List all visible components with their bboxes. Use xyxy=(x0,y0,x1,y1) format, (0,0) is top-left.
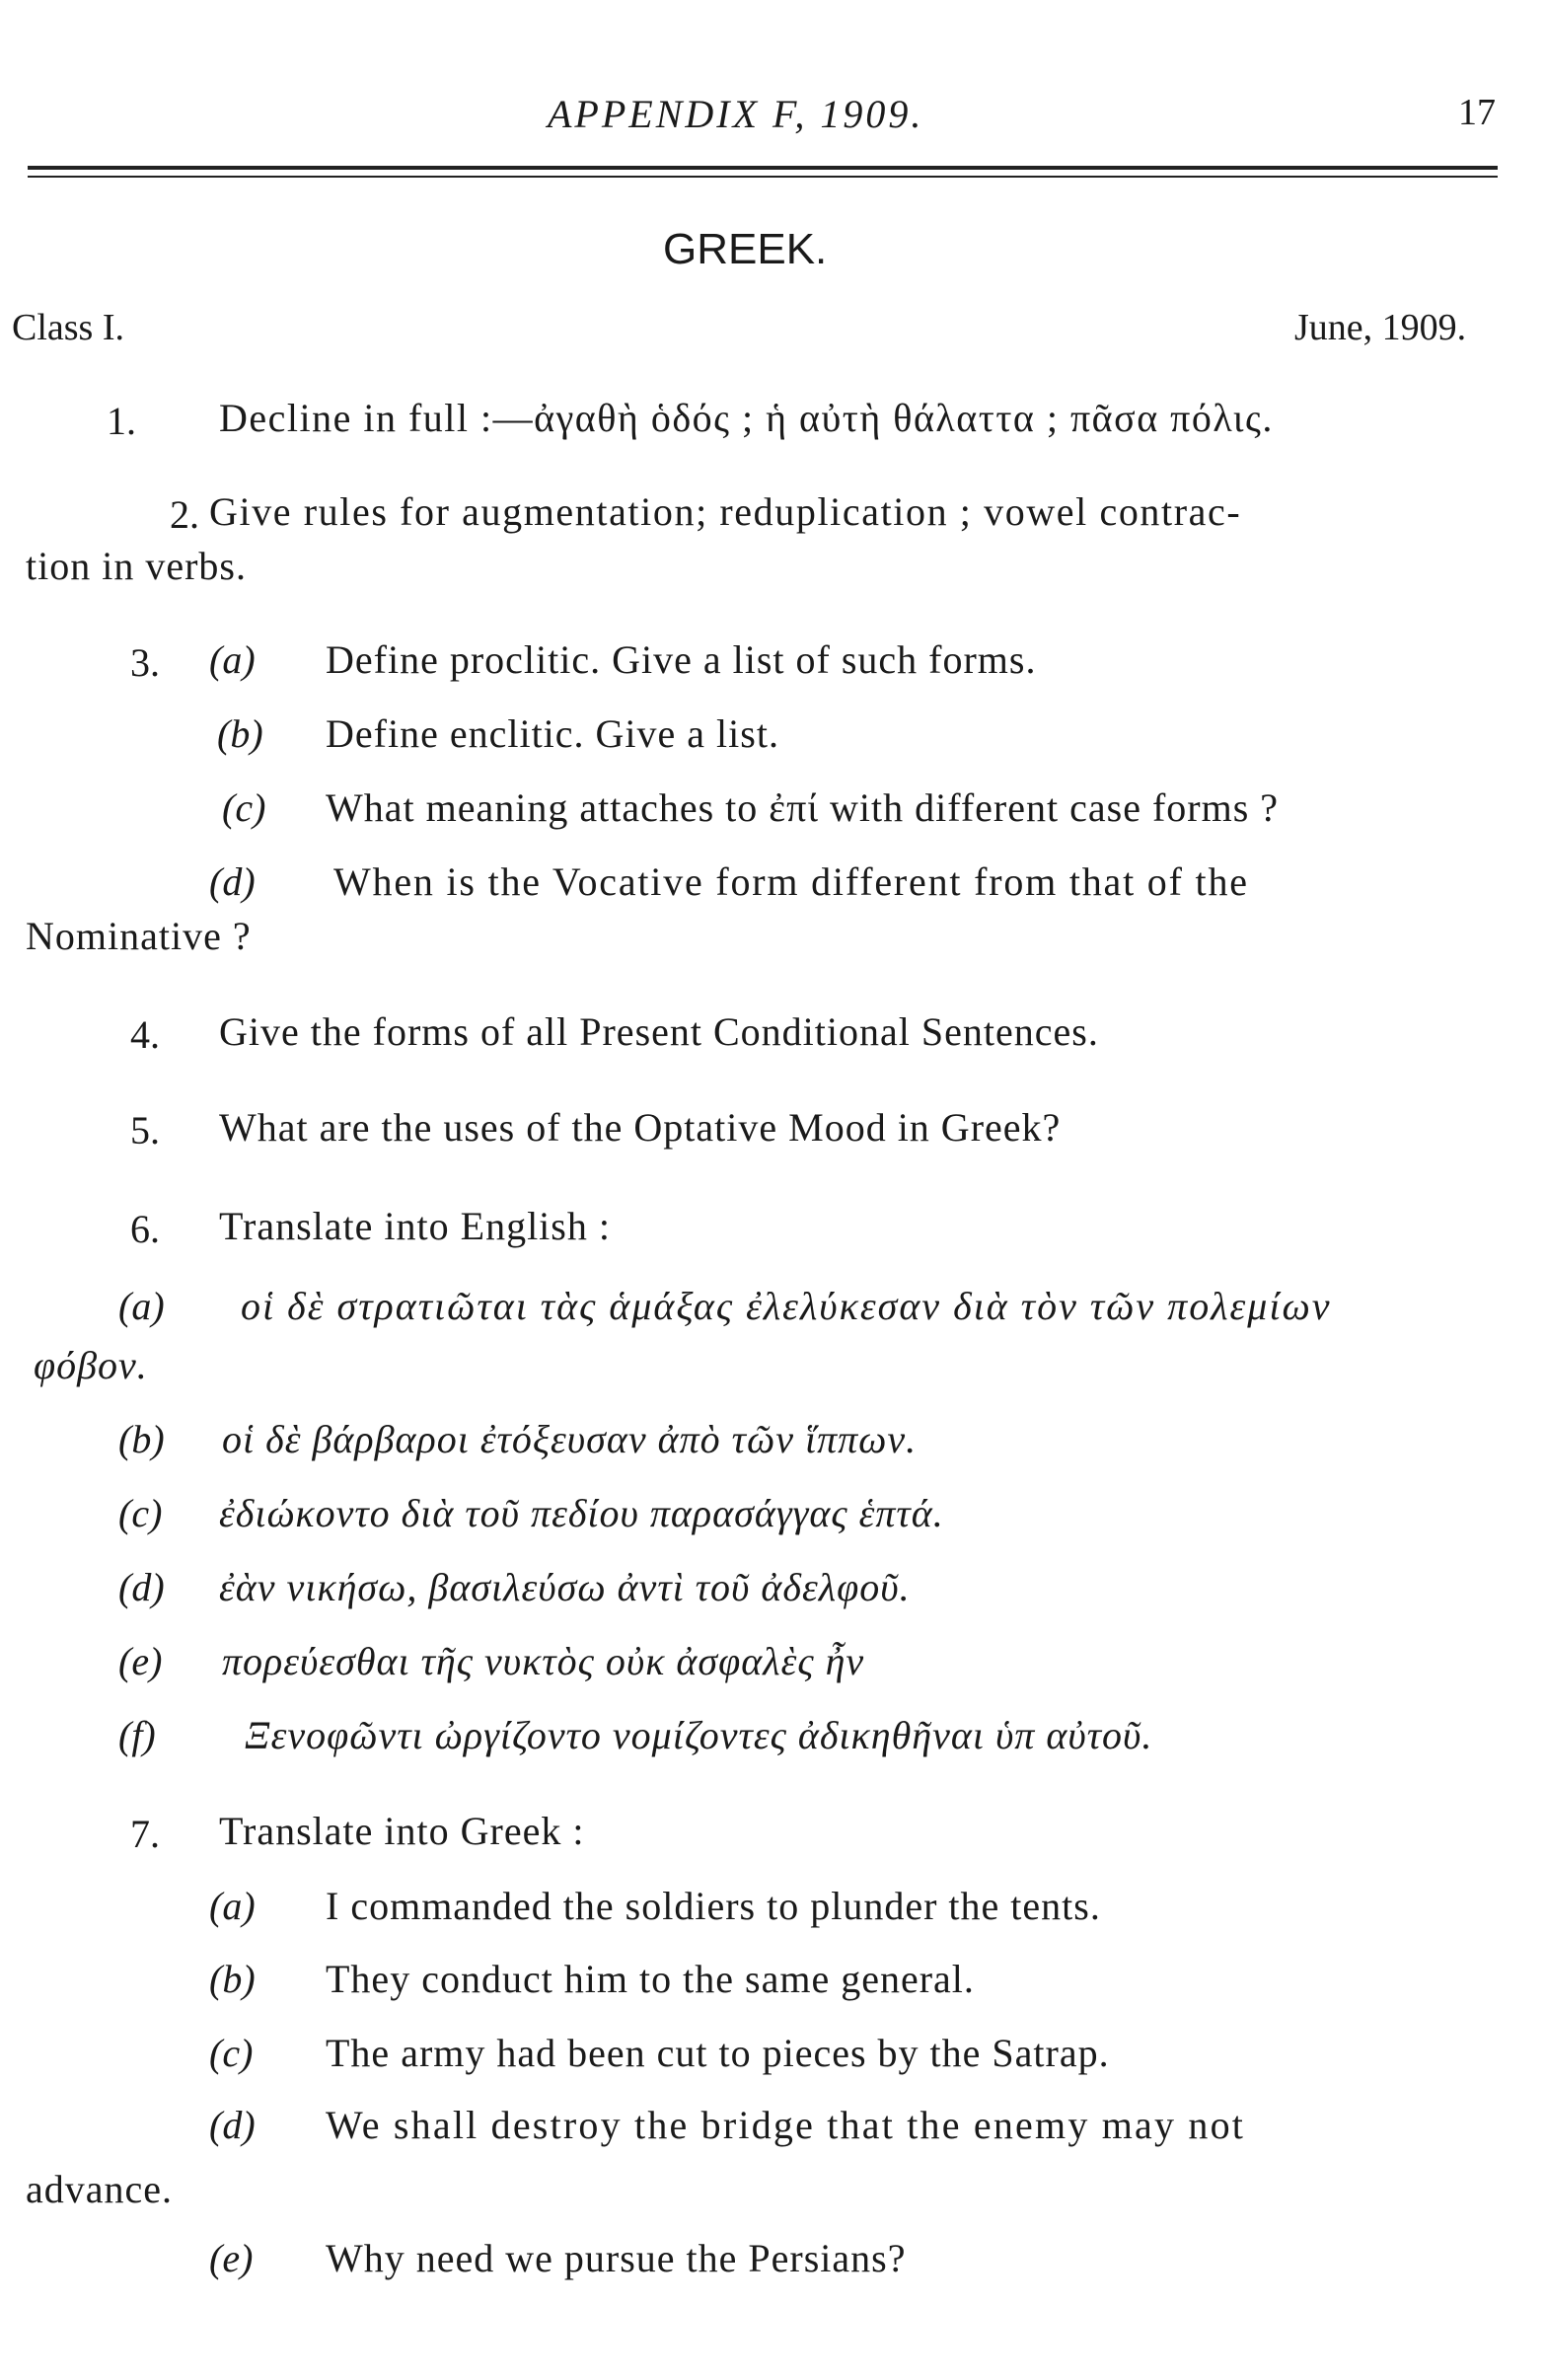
question-3a-label: (a) xyxy=(209,637,256,682)
question-6e-label: (e) xyxy=(118,1639,163,1683)
question-6f-text: Ξενοφῶντι ὠργίζοντο νομίζοντες ἀδικηθῆναι ὑπ αὐτοῦ. xyxy=(245,1713,1153,1757)
question-1-text: Decline in full :—ἀγαθὴ ὁδός ; ἡ αὐτὴ θάλαττα ; πᾶσα πόλις. xyxy=(219,396,1274,440)
question-7c-text: The army had been cut to pieces by the Satrap. xyxy=(326,2031,1110,2075)
question-7b-text: They conduct him to the same general. xyxy=(326,1957,975,2001)
question-6-number: 6. xyxy=(130,1207,160,1251)
question-3-number: 3. xyxy=(130,640,160,685)
question-5-text: What are the uses of the Optative Mood in Greek? xyxy=(219,1105,1062,1150)
question-7c-label: (c) xyxy=(209,2031,254,2075)
question-3d-text-line2: Nominative ? xyxy=(26,914,252,958)
question-2-number: 2. xyxy=(170,492,199,537)
question-4-text: Give the forms of all Present Conditional Sentences. xyxy=(219,1009,1099,1054)
question-6c-text: ἐδιώκοντο διὰ τοῦ πεδίου παρασάγγας ἑπτά. xyxy=(219,1491,944,1535)
question-3b-label: (b) xyxy=(217,711,263,756)
question-4-number: 4. xyxy=(130,1012,160,1057)
question-6f-label: (f) xyxy=(118,1713,156,1757)
question-2-text-line1: Give rules for augmentation; reduplication ; vowel contrac- xyxy=(209,489,1242,534)
question-7e-text: Why need we pursue the Persians? xyxy=(326,2236,907,2280)
question-7d-label: (d) xyxy=(209,2103,256,2147)
question-6d-text: ἐὰν νικήσω, βασιλεύσω ἀντὶ τοῦ ἀδελφοῦ. xyxy=(219,1565,911,1609)
class-label: Class I. xyxy=(12,307,124,348)
question-3c-text: What meaning attaches to ἐπί with different case forms ? xyxy=(326,785,1280,830)
question-7e-label: (e) xyxy=(209,2236,254,2280)
question-3d-text-line1: When is the Vocative form different from that of the xyxy=(333,859,1249,904)
question-6a-label: (a) xyxy=(118,1284,165,1328)
question-6-text: Translate into English : xyxy=(219,1204,611,1248)
question-3d-label: (d) xyxy=(209,859,256,904)
question-6d-label: (d) xyxy=(118,1565,165,1609)
running-title: APPENDIX F, 1909. xyxy=(548,92,924,136)
question-7b-label: (b) xyxy=(209,1957,256,2001)
question-2-text-line2: tion in verbs. xyxy=(26,544,247,588)
header-rule-thick xyxy=(28,166,1498,170)
section-title: GREEK. xyxy=(663,225,828,273)
question-7d-text-line2: advance. xyxy=(26,2167,174,2211)
question-6a-text-line1: οἱ δὲ στρατιῶται τὰς ἁμάξας ἐλελύκεσαν διὰ τὸν τῶν πολεμίων xyxy=(241,1284,1332,1328)
question-7a-label: (a) xyxy=(209,1884,256,1928)
header-rule-thin xyxy=(28,176,1498,178)
question-6b-label: (b) xyxy=(118,1417,165,1461)
question-6e-text: πορεύεσθαι τῆς νυκτὸς οὐκ ἀσφαλὲς ἦν xyxy=(222,1639,865,1683)
exam-date: June, 1909. xyxy=(1294,307,1467,348)
question-7-text: Translate into Greek : xyxy=(219,1809,585,1853)
question-3a-text: Define proclitic. Give a list of such forms. xyxy=(326,637,1037,682)
question-6a-text-line2: φόβον. xyxy=(34,1343,148,1387)
question-3b-text: Define enclitic. Give a list. xyxy=(326,711,779,756)
question-6b-text: οἱ δὲ βάρβαροι ἐτόξευσαν ἀπὸ τῶν ἵππων. xyxy=(222,1417,918,1461)
question-3c-label: (c) xyxy=(222,785,266,830)
question-5-number: 5. xyxy=(130,1108,160,1153)
question-7-number: 7. xyxy=(130,1812,160,1856)
question-1-number: 1. xyxy=(107,399,136,443)
question-7d-text-line1: We shall destroy the bridge that the enemy may not xyxy=(326,2103,1246,2147)
page-number: 17 xyxy=(1458,92,1496,133)
question-7a-text: I commanded the soldiers to plunder the tents. xyxy=(326,1884,1101,1928)
question-6c-label: (c) xyxy=(118,1491,163,1535)
